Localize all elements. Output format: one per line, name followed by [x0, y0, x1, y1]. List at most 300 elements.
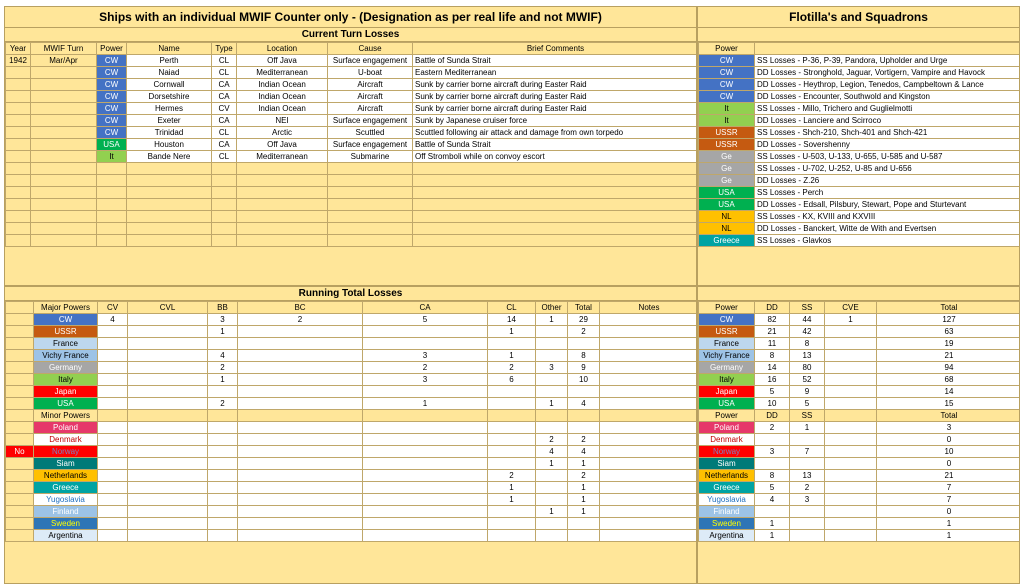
- current-cell-turn: [31, 91, 97, 103]
- running-cell-cv: 4: [98, 314, 128, 326]
- running-cell-total: 2: [568, 326, 600, 338]
- flotilla-power: Greece: [699, 235, 755, 247]
- current-cell-type: [212, 223, 237, 235]
- minor-flot-total: 0: [877, 506, 1021, 518]
- table-row: [699, 482, 1021, 494]
- flot-cell-dd: 11: [755, 338, 790, 350]
- current-cell-location: [237, 199, 328, 211]
- list-item: [699, 127, 1021, 139]
- minor-cell-cvl: [128, 494, 208, 506]
- flotilla-text: SS Losses - Shch-210, Shch-401 and Shch-421: [755, 127, 1021, 139]
- running-cell-cvl: [128, 326, 208, 338]
- running-side: [6, 374, 34, 386]
- minor-side: [6, 422, 34, 434]
- minor-cell-total: 1: [568, 506, 600, 518]
- minor-flot-col-header: SS: [790, 410, 825, 422]
- minor-cell-cv: [98, 482, 128, 494]
- running-cell-bc: [238, 350, 363, 362]
- minor-flot-power: Siam: [699, 458, 755, 470]
- table-row: [699, 494, 1021, 506]
- current-cell-comment: Sunk by Japanese cruiser force: [413, 115, 698, 127]
- minor-flot-ss: [790, 506, 825, 518]
- running-notes: [600, 386, 698, 398]
- minor-notes: [600, 482, 698, 494]
- minor-header-blank: [363, 410, 488, 422]
- current-cell-year: [6, 91, 31, 103]
- flot-cell-cve: [825, 326, 877, 338]
- current-body: [6, 55, 698, 247]
- flotilla-power: Ge: [699, 175, 755, 187]
- flot-cell-cve: 1: [825, 314, 877, 326]
- table-row: [6, 326, 698, 338]
- minor-cell-bb: [208, 530, 238, 542]
- current-cell-cause: Submarine: [328, 151, 413, 163]
- running-cell-cvl: [128, 314, 208, 326]
- current-cell-location: [237, 223, 328, 235]
- running-cell-other: [536, 338, 568, 350]
- running-cell-cv: [98, 326, 128, 338]
- current-cell-turn: [31, 79, 97, 91]
- running-side: [6, 350, 34, 362]
- minor-flot-dd: 2: [755, 422, 790, 434]
- current-cell-location: NEI: [237, 115, 328, 127]
- minor-power: Siam: [34, 458, 98, 470]
- current-cell-power: [97, 223, 127, 235]
- flot-cell-dd: 16: [755, 374, 790, 386]
- current-cell-turn: Mar/Apr: [31, 55, 97, 67]
- minor-flot-total: 0: [877, 434, 1021, 446]
- current-cell-type: [212, 235, 237, 247]
- minor-flot-cve: [825, 446, 877, 458]
- running-cell-ca: 3: [363, 374, 488, 386]
- flot-cell-ss: 5: [790, 398, 825, 410]
- minor-flot-total: 3: [877, 422, 1021, 434]
- current-cell-type: CL: [212, 67, 237, 79]
- current-cell-type: CV: [212, 103, 237, 115]
- flot-cell-dd: 21: [755, 326, 790, 338]
- table-row: [699, 470, 1021, 482]
- flot-col-header: SS: [790, 302, 825, 314]
- running-cell-cv: [98, 398, 128, 410]
- current-cell-name: Exeter: [127, 115, 212, 127]
- current-cell-name: Perth: [127, 55, 212, 67]
- minor-cell-cvl: [128, 470, 208, 482]
- current-cell-location: [237, 211, 328, 223]
- running-cell-ca: 5: [363, 314, 488, 326]
- running-cell-other: [536, 326, 568, 338]
- current-cell-power: [97, 211, 127, 223]
- minor-power: Norway: [34, 446, 98, 458]
- current-cell-name: [127, 163, 212, 175]
- minor-cell-total: 2: [568, 470, 600, 482]
- minor-cell-bb: [208, 482, 238, 494]
- running-cell-cvl: [128, 398, 208, 410]
- list-item: [699, 79, 1021, 91]
- running-power: Japan: [34, 386, 98, 398]
- minor-cell-cl: [488, 518, 536, 530]
- running-title: Running Total Losses: [5, 287, 696, 301]
- table-row: [6, 235, 698, 247]
- running-side: [6, 386, 34, 398]
- current-cell-power: [97, 235, 127, 247]
- minor-header-blank: [208, 410, 238, 422]
- minor-cell-cv: [98, 518, 128, 530]
- current-cell-name: Cornwall: [127, 79, 212, 91]
- current-cell-comment: Sunk by carrier borne aircraft during Easter Raid: [413, 103, 698, 115]
- current-cell-year: [6, 175, 31, 187]
- flot-cell-dd: 8: [755, 350, 790, 362]
- current-cell-year: [6, 127, 31, 139]
- minor-cell-other: 1: [536, 458, 568, 470]
- minor-cell-cv: [98, 470, 128, 482]
- current-header-row: [6, 43, 698, 55]
- flotilla-panel: [697, 6, 1020, 286]
- table-row: [6, 530, 698, 542]
- current-cell-location: [237, 175, 328, 187]
- minor-flot-ss: [790, 458, 825, 470]
- minor-flot-dd: [755, 434, 790, 446]
- current-cell-year: [6, 67, 31, 79]
- minor-notes: [600, 494, 698, 506]
- minor-flot-power: Greece: [699, 482, 755, 494]
- running-cell-cl: 1: [488, 326, 536, 338]
- current-col-header: Brief Comments: [413, 43, 698, 55]
- current-col-header: Location: [237, 43, 328, 55]
- table-row: [6, 199, 698, 211]
- current-cell-year: [6, 139, 31, 151]
- table-row: [6, 55, 698, 67]
- current-cell-year: [6, 235, 31, 247]
- flot-cell-total: 14: [877, 386, 1021, 398]
- running-col-header: BC: [238, 302, 363, 314]
- running-cell-cl: 6: [488, 374, 536, 386]
- table-row: [6, 350, 698, 362]
- table-row: [699, 506, 1021, 518]
- running-notes: [600, 338, 698, 350]
- current-cell-name: Trinidad: [127, 127, 212, 139]
- minor-side: [6, 530, 34, 542]
- flot-cell-total: 15: [877, 398, 1021, 410]
- flot-cell-ss: 9: [790, 386, 825, 398]
- minor-flot-cve: [825, 530, 877, 542]
- flot-cell-cve: [825, 386, 877, 398]
- minor-cell-ca: [363, 518, 488, 530]
- current-cell-power: CW: [97, 115, 127, 127]
- minor-cell-bc: [238, 434, 363, 446]
- minor-side: [6, 494, 34, 506]
- running-cell-total: 10: [568, 374, 600, 386]
- current-cell-turn: [31, 127, 97, 139]
- minor-cell-bb: [208, 518, 238, 530]
- running-cell-total: 9: [568, 362, 600, 374]
- minor-cell-bc: [238, 494, 363, 506]
- current-cell-cause: [328, 175, 413, 187]
- current-cell-turn: [31, 235, 97, 247]
- flot-cell-cve: [825, 362, 877, 374]
- current-cell-name: Houston: [127, 139, 212, 151]
- current-cell-comment: [413, 211, 698, 223]
- current-cell-cause: [328, 223, 413, 235]
- running-notes: [600, 374, 698, 386]
- current-cell-comment: Battle of Sunda Strait: [413, 139, 698, 151]
- current-cell-cause: [328, 187, 413, 199]
- flotilla-text: DD Losses - Lanciere and Scirroco: [755, 115, 1021, 127]
- running-cell-total: 4: [568, 398, 600, 410]
- minor-cell-total: 2: [568, 434, 600, 446]
- flot-cell-dd: 10: [755, 398, 790, 410]
- flot-power: Italy: [699, 374, 755, 386]
- current-cell-cause: Surface engagement: [328, 139, 413, 151]
- flotilla-power: It: [699, 103, 755, 115]
- flot-cell-dd: 5: [755, 386, 790, 398]
- running-cell-ca: 3: [363, 350, 488, 362]
- minor-flot-total: 7: [877, 482, 1021, 494]
- minor-cell-other: [536, 530, 568, 542]
- running-side: [6, 362, 34, 374]
- running-cell-cvl: [128, 338, 208, 350]
- running-col-header: CV: [98, 302, 128, 314]
- minor-flot-cve: [825, 422, 877, 434]
- minor-cell-cl: [488, 506, 536, 518]
- minor-cell-bc: [238, 530, 363, 542]
- table-row: [6, 79, 698, 91]
- current-cell-name: [127, 211, 212, 223]
- flotilla-header-row: [699, 43, 1021, 55]
- list-item: [699, 151, 1021, 163]
- running-cell-other: [536, 386, 568, 398]
- minor-flot-total: 10: [877, 446, 1021, 458]
- current-col-header: MWIF Turn: [31, 43, 97, 55]
- minor-notes: [600, 470, 698, 482]
- minor-power: Poland: [34, 422, 98, 434]
- table-row: [699, 422, 1021, 434]
- minor-header-blank: [568, 410, 600, 422]
- minor-flot-total: 1: [877, 530, 1021, 542]
- current-cell-comment: Battle of Sunda Strait: [413, 55, 698, 67]
- table-row: [6, 151, 698, 163]
- current-cell-comment: [413, 199, 698, 211]
- minor-flot-power: Sweden: [699, 518, 755, 530]
- running-side-header: [6, 302, 34, 314]
- running-notes: [600, 314, 698, 326]
- current-cell-power: [97, 187, 127, 199]
- running-cell-bc: [238, 362, 363, 374]
- flotilla-text: SS Losses - Glavkos: [755, 235, 1021, 247]
- current-cell-name: [127, 223, 212, 235]
- running-cell-bb: 1: [208, 374, 238, 386]
- running-cell-bb: 1: [208, 326, 238, 338]
- current-cell-power: CW: [97, 103, 127, 115]
- current-losses-table: [5, 42, 697, 247]
- minor-cell-cl: 2: [488, 470, 536, 482]
- flot-cell-ss: 8: [790, 338, 825, 350]
- minor-cell-cvl: [128, 434, 208, 446]
- flotilla-power-header: Power: [699, 43, 755, 55]
- minor-cell-cvl: [128, 482, 208, 494]
- current-cell-location: [237, 163, 328, 175]
- current-cell-turn: [31, 103, 97, 115]
- minor-header-blank: [600, 410, 698, 422]
- flotilla-text: SS Losses - U-503, U-133, U-655, U-585 and U-587: [755, 151, 1021, 163]
- current-cell-year: [6, 79, 31, 91]
- minor-flot-dd: 3: [755, 446, 790, 458]
- table-row: [6, 139, 698, 151]
- current-cell-type: [212, 163, 237, 175]
- running-power: USSR: [34, 326, 98, 338]
- current-cell-turn: [31, 67, 97, 79]
- running-body: [6, 302, 698, 542]
- minor-cell-bb: [208, 446, 238, 458]
- minor-flot-col-header: Total: [877, 410, 1021, 422]
- current-cell-year: [6, 151, 31, 163]
- minor-power: Denmark: [34, 434, 98, 446]
- minor-flot-power: Netherlands: [699, 470, 755, 482]
- table-row: [699, 446, 1021, 458]
- list-item: [699, 235, 1021, 247]
- current-cell-type: CL: [212, 127, 237, 139]
- minor-cell-other: [536, 422, 568, 434]
- running-cell-bc: [238, 326, 363, 338]
- minor-flot-ss: 3: [790, 494, 825, 506]
- flot-col-header: CVE: [825, 302, 877, 314]
- flotilla-title: Flotilla's and Squadrons: [698, 7, 1019, 28]
- current-cell-year: [6, 187, 31, 199]
- running-cell-ca: [363, 386, 488, 398]
- running-notes: [600, 398, 698, 410]
- table-row: [699, 518, 1021, 530]
- running-col-header: CA: [363, 302, 488, 314]
- current-cell-power: USA: [97, 139, 127, 151]
- table-row: [6, 115, 698, 127]
- minor-flot-ss: 2: [790, 482, 825, 494]
- flot-cell-ss: 44: [790, 314, 825, 326]
- flot-col-header: DD: [755, 302, 790, 314]
- minor-cell-other: 1: [536, 506, 568, 518]
- flotilla-text: DD Losses - Z.26: [755, 175, 1021, 187]
- minor-cell-bc: [238, 458, 363, 470]
- flot-cell-total: 19: [877, 338, 1021, 350]
- table-row: [6, 223, 698, 235]
- flotilla-power: CW: [699, 91, 755, 103]
- minor-flot-total: 0: [877, 458, 1021, 470]
- current-cell-comment: [413, 235, 698, 247]
- minor-flot-col-header: DD: [755, 410, 790, 422]
- minor-side: [6, 482, 34, 494]
- current-cell-name: Naiad: [127, 67, 212, 79]
- flotilla-text: SS Losses - Perch: [755, 187, 1021, 199]
- current-cell-comment: [413, 163, 698, 175]
- table-row: [6, 518, 698, 530]
- minor-cell-cl: [488, 446, 536, 458]
- current-cell-power: CW: [97, 91, 127, 103]
- current-cell-location: Indian Ocean: [237, 103, 328, 115]
- running-cell-cv: [98, 386, 128, 398]
- minor-flot-dd: 1: [755, 530, 790, 542]
- running-side: [6, 338, 34, 350]
- flotilla-power: CW: [699, 55, 755, 67]
- current-cell-cause: Aircraft: [328, 79, 413, 91]
- running-cell-bc: [238, 386, 363, 398]
- flot-cell-ss: 80: [790, 362, 825, 374]
- current-cell-type: CA: [212, 115, 237, 127]
- main-title: Ships with an individual MWIF Counter only - (Designation as per real life and not MWIF): [5, 7, 696, 28]
- flot-power: Germany: [699, 362, 755, 374]
- current-cell-cause: Aircraft: [328, 103, 413, 115]
- current-cell-turn: [31, 187, 97, 199]
- current-cell-location: [237, 235, 328, 247]
- table-row: [6, 470, 698, 482]
- running-cell-other: [536, 350, 568, 362]
- running-col-header: Major Powers: [34, 302, 98, 314]
- flot-cell-total: 21: [877, 350, 1021, 362]
- running-notes: [600, 362, 698, 374]
- table-row: [6, 458, 698, 470]
- flot-cell-cve: [825, 398, 877, 410]
- minor-power: Netherlands: [34, 470, 98, 482]
- minor-cell-bc: [238, 470, 363, 482]
- running-cell-other: 1: [536, 314, 568, 326]
- minor-cell-cv: [98, 458, 128, 470]
- minor-cell-ca: [363, 422, 488, 434]
- list-item: [699, 211, 1021, 223]
- running-cell-bc: [238, 374, 363, 386]
- table-row: [699, 338, 1021, 350]
- minor-cell-cv: [98, 506, 128, 518]
- running-cell-cl: 2: [488, 362, 536, 374]
- minor-flot-cve: [825, 494, 877, 506]
- running-col-header: Total: [568, 302, 600, 314]
- minor-flot-total: 21: [877, 470, 1021, 482]
- table-row: [6, 314, 698, 326]
- flot-power: USSR: [699, 326, 755, 338]
- minor-side: No: [6, 446, 34, 458]
- list-item: [699, 199, 1021, 211]
- minor-cell-bb: [208, 458, 238, 470]
- running-cell-cvl: [128, 374, 208, 386]
- minor-side: [6, 434, 34, 446]
- current-cell-type: CL: [212, 55, 237, 67]
- list-item: [699, 103, 1021, 115]
- list-item: [699, 91, 1021, 103]
- flotilla-power: CW: [699, 67, 755, 79]
- running-cell-bb: 4: [208, 350, 238, 362]
- minor-notes: [600, 434, 698, 446]
- flotilla-text: DD Losses - Stronghold, Jaguar, Vortigern, Vampire and Havock: [755, 67, 1021, 79]
- running-cell-bb: [208, 338, 238, 350]
- running-power: Italy: [34, 374, 98, 386]
- running-col-header: BB: [208, 302, 238, 314]
- current-title: Current Turn Losses: [5, 28, 696, 42]
- minor-power: Yugoslavia: [34, 494, 98, 506]
- flotilla-text: SS Losses - Millo, Trichero and Guglielmotti: [755, 103, 1021, 115]
- running-cell-cv: [98, 338, 128, 350]
- running-col-header: CVL: [128, 302, 208, 314]
- minor-cell-other: [536, 518, 568, 530]
- current-cell-power: CW: [97, 67, 127, 79]
- minor-side: [6, 506, 34, 518]
- flot-cell-total: 63: [877, 326, 1021, 338]
- flotilla-text: DD Losses - Heythrop, Legion, Tenedos, Campbeltown & Lance: [755, 79, 1021, 91]
- minor-header-blank: [536, 410, 568, 422]
- minor-header-row: [6, 410, 698, 422]
- flotilla-power: USA: [699, 187, 755, 199]
- table-row: [6, 163, 698, 175]
- flotilla-power: NL: [699, 211, 755, 223]
- minor-cell-bc: [238, 446, 363, 458]
- current-losses-panel: [4, 6, 697, 286]
- flotilla-text: SS Losses - U-702, U-252, U-85 and U-656: [755, 163, 1021, 175]
- minor-cell-bb: [208, 494, 238, 506]
